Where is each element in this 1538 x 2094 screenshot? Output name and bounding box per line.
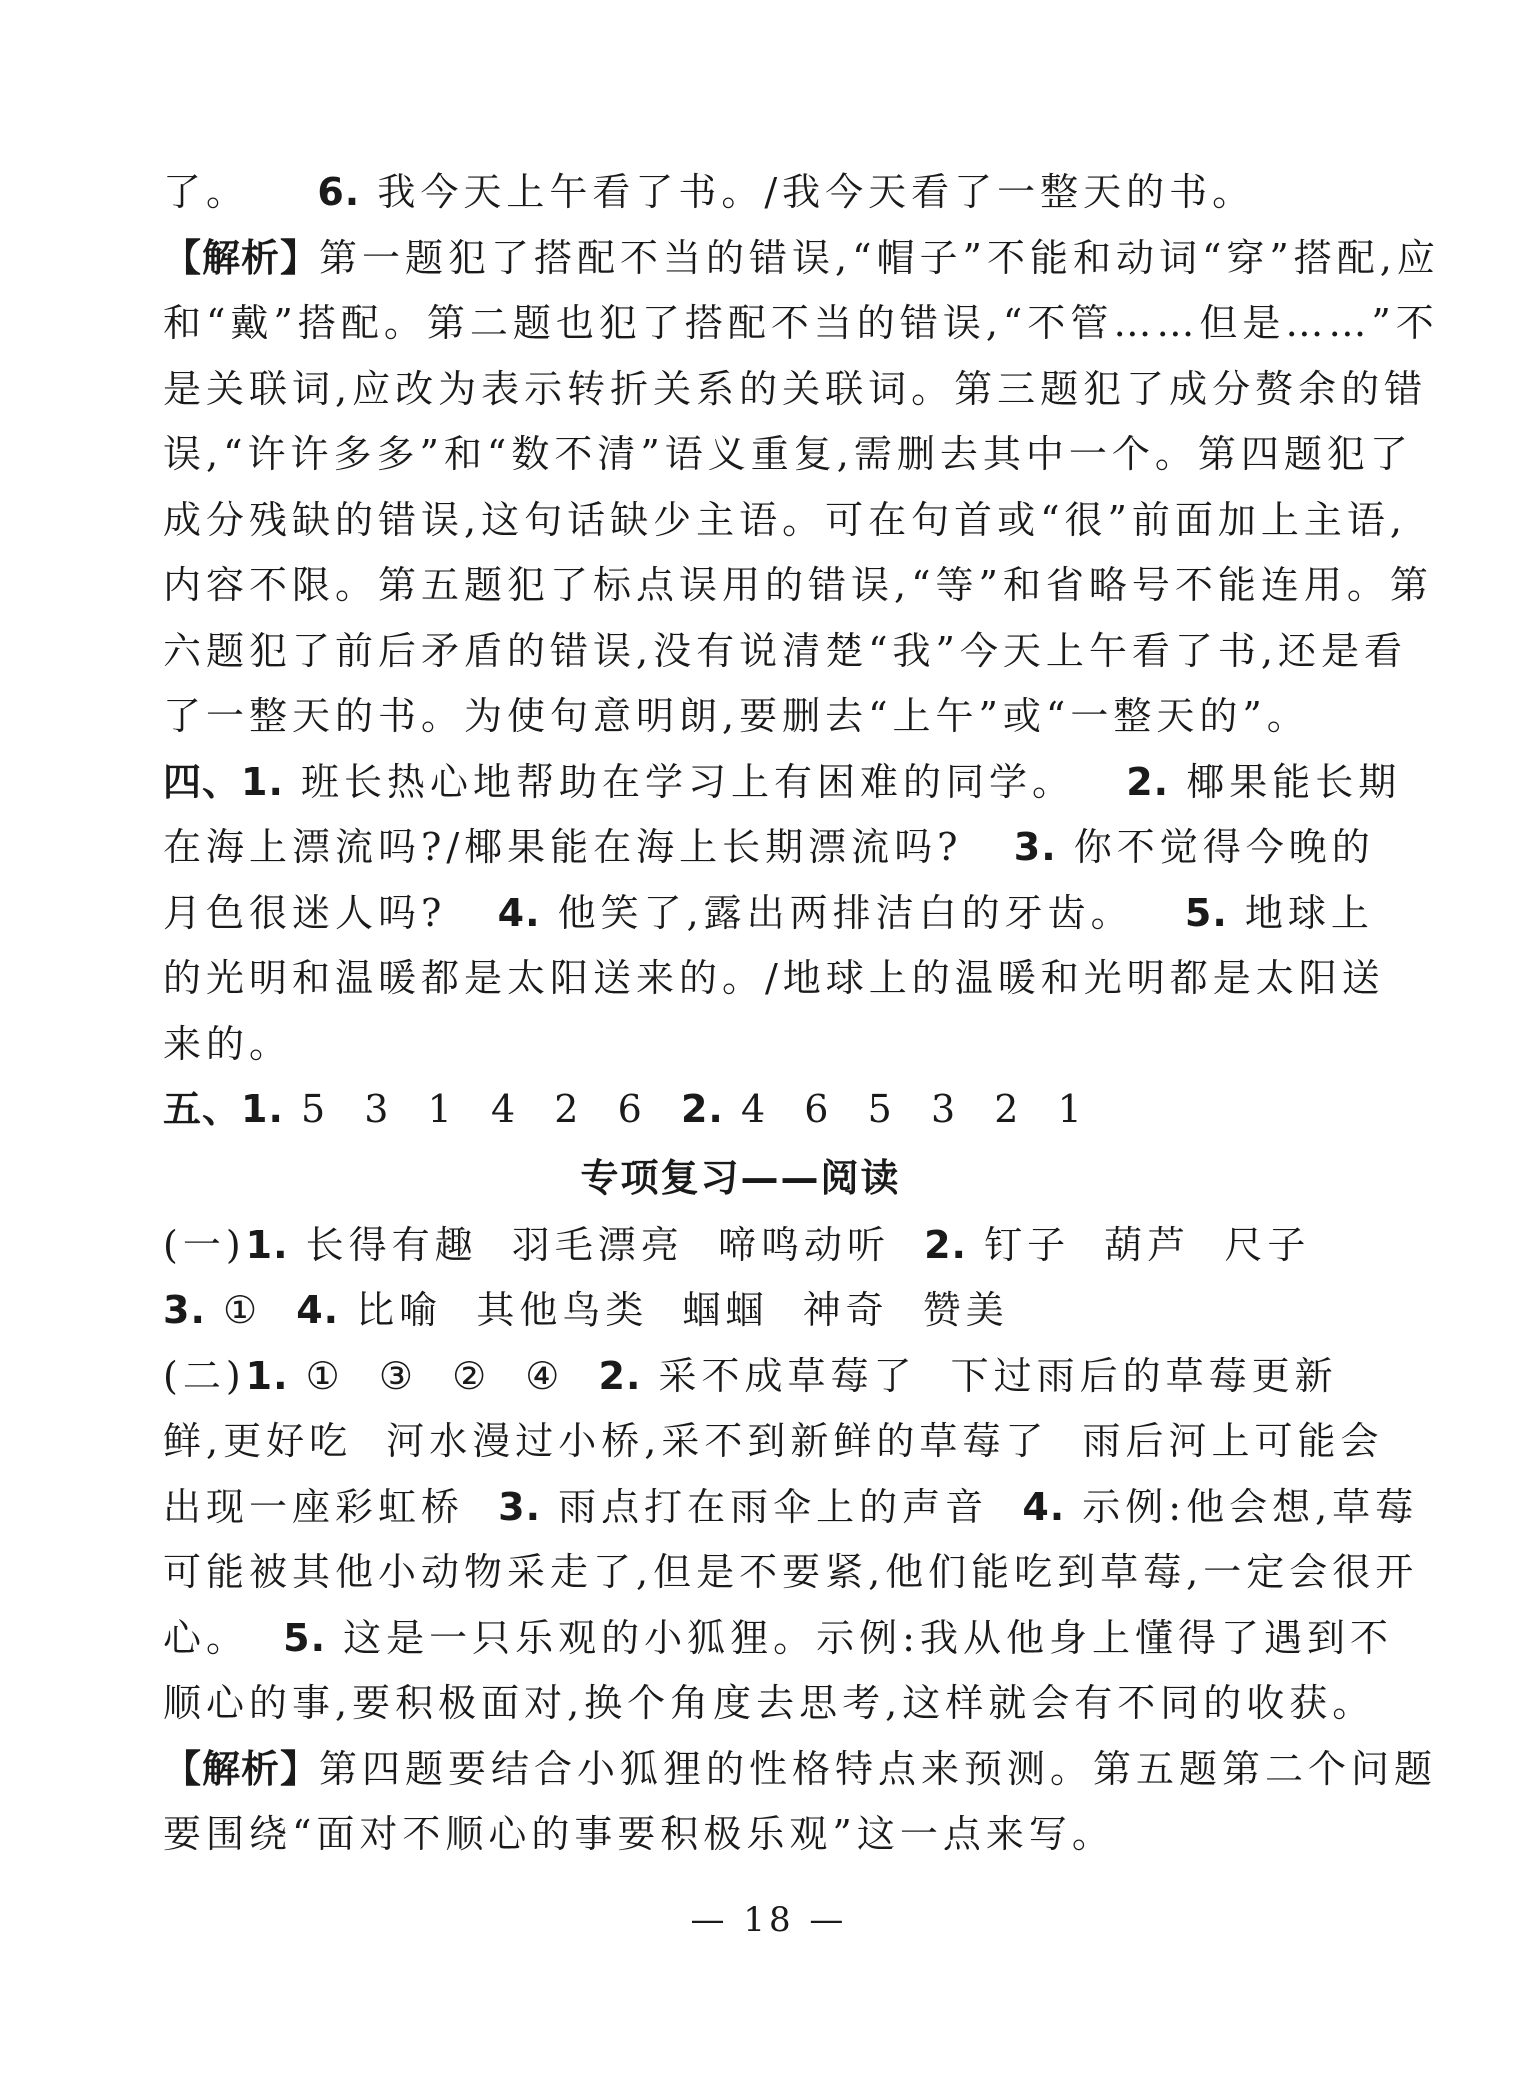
text-line — [163, 1409, 1384, 1475]
text-line — [163, 1012, 1318, 1078]
text-run: 出现一座彩虹桥 — [163, 1484, 499, 1529]
text-run: 心。 — [163, 1615, 284, 1660]
text-run: 和“戴”搭配。第二题也犯了搭配不当的错误,“不管……但是……”不 — [163, 301, 1439, 345]
text-line — [163, 881, 1374, 947]
text-run: 了。 — [163, 170, 250, 214]
bold-marker: 2. — [924, 1222, 967, 1267]
text-line — [163, 946, 1385, 1012]
bold-marker: 五、1. — [163, 1087, 284, 1131]
text-run: 要围绕“面对不顺心的事要积极乐观”这一点来写。 — [163, 1812, 1115, 1856]
text-run: 月色很迷人吗? — [163, 890, 498, 935]
text-run: 班长热心地帮助在学习上有困难的同学。 — [283, 759, 1127, 804]
text-run: 钉子 葫芦 尺子 — [967, 1222, 1311, 1267]
bold-marker: 【解析】 — [163, 1746, 320, 1791]
text-run: 这是一只乐观的小狐狸。示例:我从他身上懂得了遇到不 — [326, 1615, 1393, 1660]
bold-marker: 1. — [245, 1353, 289, 1398]
text-run: 采不成草莓了 下过雨后的草莓更新 — [641, 1353, 1338, 1398]
bold-marker: 1. — [245, 1222, 289, 1267]
bold-marker: 4. — [1022, 1484, 1066, 1529]
bold-marker: 四、1. — [163, 759, 284, 804]
text-line — [163, 619, 1408, 685]
text-line — [163, 1213, 1318, 1279]
text-run: 椰果能长期 — [1169, 759, 1402, 804]
text-run: 示例:他会想,草莓 — [1065, 1484, 1419, 1529]
text-line — [163, 1671, 1376, 1737]
text-run: 是关联词,应改为表示转折关系的关联词。第三题犯了成分赘余的错 — [163, 366, 1428, 411]
text-run: 第一题犯了搭配不当的错误,“帽子”不能和动词“穿”搭配,应 — [319, 235, 1440, 280]
bold-marker: 6. — [317, 170, 361, 214]
text-line — [163, 422, 1413, 488]
text-line — [163, 815, 1375, 881]
text-run: (一) — [163, 1222, 246, 1267]
text-run: ① — [205, 1288, 297, 1332]
text-line — [163, 291, 1439, 357]
text-line — [163, 160, 1318, 226]
bold-marker: 2. — [680, 1087, 724, 1131]
text-run: 顺心的事,要积极面对,换个角度去思考,这样就会有不同的收获。 — [163, 1681, 1376, 1725]
section-title: 专项复习——阅读 — [580, 1155, 901, 1200]
text-line — [163, 1278, 1318, 1344]
text-run: 成分残缺的错误,这句话缺少主语。可在句首或“很”前面加上主语, — [163, 497, 1408, 542]
text-line — [163, 553, 1433, 619]
text-line — [163, 684, 1318, 750]
text-line — [163, 1802, 1318, 1868]
text-line — [163, 1540, 1419, 1606]
text-run: 雨点打在雨伞上的声音 — [541, 1484, 1023, 1529]
text-run: 你不觉得今晚的 — [1056, 825, 1375, 869]
text-line — [163, 750, 1402, 816]
answer-block-2 — [163, 1213, 1438, 1868]
text-run: 地球上 — [1227, 890, 1374, 935]
text-line — [163, 226, 1440, 292]
text-line — [163, 1475, 1419, 1541]
text-run: 来的。 — [163, 1021, 293, 1066]
text-line — [163, 1344, 1338, 1410]
text-run: ① ③ ② ④ — [288, 1353, 599, 1398]
text-line — [163, 488, 1408, 554]
text-line — [163, 1737, 1438, 1803]
answer-block-1 — [163, 160, 1440, 1143]
text-run: 六题犯了前后矛盾的错误,没有说清楚“我”今天上午看了书,还是看 — [163, 628, 1408, 673]
text-run: 我今天上午看了书。/我今天看了一整天的书。 — [360, 170, 1256, 214]
bold-marker: 2. — [1126, 759, 1170, 804]
bold-marker: 3. — [1013, 825, 1057, 869]
text-run: 4 6 5 3 2 1 — [723, 1087, 1087, 1131]
text-line — [163, 1606, 1393, 1672]
text-run: 内容不限。第五题犯了标点误用的错误,“等”和省略号不能连用。第 — [163, 563, 1433, 607]
bold-marker: 4. — [296, 1288, 340, 1332]
bold-marker: 5. — [283, 1615, 327, 1660]
text-line — [163, 357, 1428, 423]
bold-marker: 【解析】 — [163, 235, 320, 280]
bold-marker: 2. — [598, 1353, 642, 1398]
text-run: 误,“许许多多”和“数不清”语义重复,需删去其中一个。第四题犯了 — [163, 432, 1413, 476]
text-run: 长得有趣 羽毛漂亮 啼鸣动听 — [288, 1222, 925, 1267]
page-number: — 18 — — [690, 1900, 848, 1940]
bold-marker: 3. — [163, 1288, 206, 1332]
text-run: 的光明和温暖都是太阳送来的。/地球上的温暖和光明都是太阳送 — [163, 956, 1385, 1000]
answer-page — [163, 160, 1440, 1868]
text-run — [249, 170, 317, 214]
text-run: 在海上漂流吗?/椰果能在海上长期漂流吗? — [163, 825, 1014, 869]
text-line — [163, 1077, 1318, 1143]
bold-marker: 5. — [1184, 890, 1228, 935]
bold-marker: 3. — [498, 1484, 542, 1529]
bold-marker: 4. — [497, 890, 541, 935]
text-run: 他笑了,露出两排洁白的牙齿。 — [540, 890, 1185, 935]
text-run: 可能被其他小动物采走了,但是不要紧,他们能吃到草莓,一定会很开 — [163, 1550, 1419, 1594]
text-run: 鲜,更好吃 河水漫过小桥,采不到新鲜的草莓了 雨后河上可能会 — [163, 1419, 1384, 1463]
text-run: (二) — [163, 1353, 246, 1398]
text-run: 比喻 其他鸟类 蝈蝈 神奇 赞美 — [339, 1288, 1009, 1332]
text-run: 了一整天的书。为使句意明朗,要删去“上午”或“一整天的”。 — [163, 694, 1310, 738]
text-run: 第四题要结合小狐狸的性格特点来预测。第五题第二个问题 — [319, 1746, 1438, 1791]
text-run: 5 3 1 4 2 6 — [283, 1087, 681, 1131]
